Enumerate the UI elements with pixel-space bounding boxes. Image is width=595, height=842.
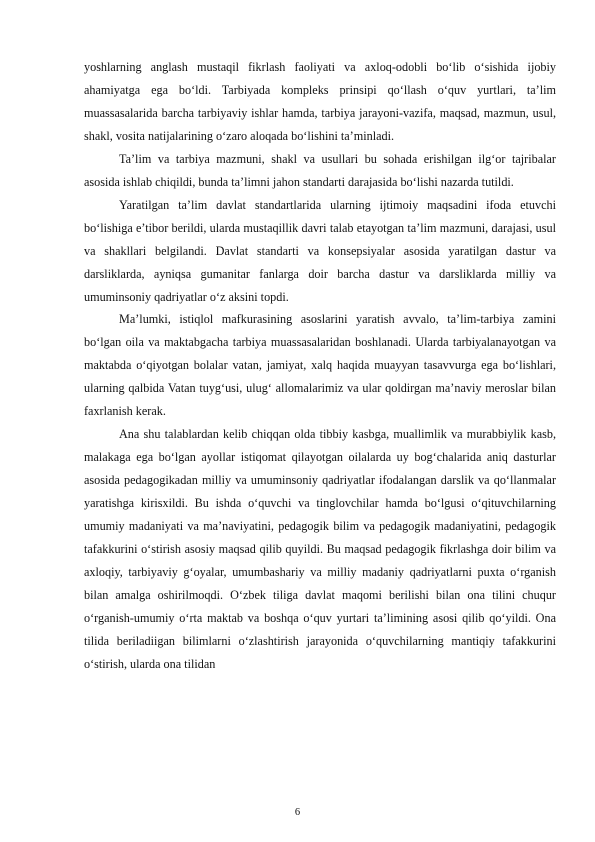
paragraph-continuation: yoshlarning anglash mustaqil fikrlash faoliyati va axloq-odobli bo‘lib o‘sishida ijobiy ahamiyatga ega bo‘ldi. Tarbiyada kompleks prinsipi qo‘llash o‘quv yurtlari, ta’lim muassasalarida barcha tarbiyaviy ishlar hamda, tarbiya jarayoni-vazifa, maqsad, mazmun, usul, shakl, vosita natijalarining o‘zaro aloqada bo‘lishini ta’minladi. — [84, 60, 556, 143]
paragraph: Ta’lim va tarbiya mazmuni, shakl va usullari bu sohada erishilgan ilg‘or tajribalar asosida ishlab chiqildi, bunda ta’limni jahon standarti darajasida bo‘lishi nazarda tutildi. — [84, 151, 556, 189]
page-number: 6 — [294, 807, 301, 818]
paragraph: Ana shu talablardan kelib chiqqan olda tibbiy kasbga, muallimlik va murabbiylik kasb, malakaga ega bo‘lgan ayollar istiqomat qilayotgan oilalarda uy bog‘chalarida aniq dasturlar asosida pedagogikadan milliy va umuminsoniy qadriyatlar ifodalangan darslik va qo‘llanmalar yaratishga kirisxildi. Bu ishda o‘quvchi va tinglovchilar hamda bo‘lgusi o‘qituvchilarning umumiy madaniyati va ma’naviyatini, pedagogik bilim va pedagogik madaniyatini, pedagogik tafakkurini o‘stirish asosiy maqsad qilib quyildi. Bu maqsad pedagogik fikrlashga doir bilim va axloqiy, tarbiyaviy g‘oyalar, umumbashariy va milliy madaniy qadriyatlarni puxta o‘rganish bilan amalga oshirilmoqdi. O‘zbek tiliga davlat maqomi berilishi bilan ona tilini chuqur o‘rganish-umumiy o‘rta maktab va boshqa o‘quv yurtari ta’limining asosi qilib qo‘yildi. Ona tilida beriladiigan bilimlarni o‘zlashtirish jarayonida o‘quvchilarning mantiqiy tafakkurini o‘stirish, ularda ona tilidan — [84, 427, 556, 671]
body-text — [84, 56, 556, 676]
paragraph: Yaratilgan ta’lim davlat standartlarida ularning ijtimoiy maqsadini ifoda etuvchi bo‘lishiga e’tibor berildi, ularda mustaqillik davri talab etayotgan ta’lim mazmuni, darajasi, usul va shakllari belgilandi. Davlat standarti va konsepsiyalar asosida yaratilgan dastur va darsliklarda, ayniqsa gumanitar fanlarga doir barcha dastur va darsliklarda milliy va umuminsoniy qadriyatlar o‘z aksini topdi. — [84, 197, 556, 304]
paragraph: Ma’lumki, istiqlol mafkurasining asoslarini yaratish avvalo, ta’lim-tarbiya zamini bo‘lgan oila va maktabgacha tarbiya muassasalaridan boshlanadi. Ularda tarbiyalanayotgan va maktabda o‘qiyotgan bolalar vatan, jamiyat, xalq haqida muayyan tasavvurga ega bo‘lishlari, ularning qalbida Vatan tuyg‘usi, ulug‘ allomalarimiz va ular qoldirgan ma’naviy meroslar bilan faxrlanish kerak. — [84, 312, 556, 419]
